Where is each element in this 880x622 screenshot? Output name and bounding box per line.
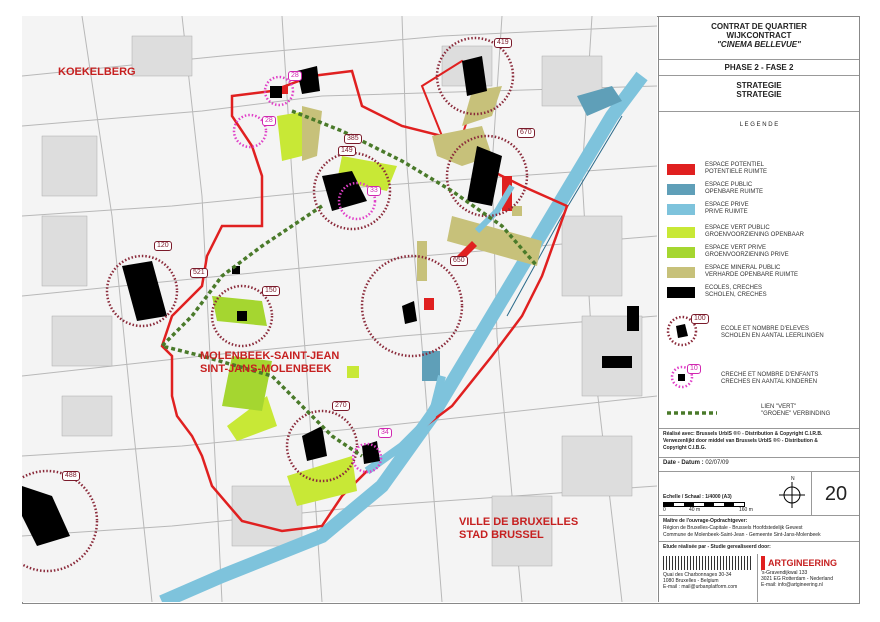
school-badge[interactable]: 488 bbox=[62, 471, 80, 481]
school-badge[interactable]: 521 bbox=[190, 268, 208, 278]
creche-badge[interactable]: 33 bbox=[367, 186, 381, 196]
firm-left-logo bbox=[663, 556, 753, 570]
label-koekelberg: KOEKELBERG bbox=[58, 66, 136, 78]
school-badge[interactable]: 385 bbox=[344, 134, 362, 144]
firm-right-name: ARTGINEERING bbox=[768, 558, 838, 568]
school-badge[interactable]: 270 bbox=[332, 401, 350, 411]
green-link-icon bbox=[667, 410, 717, 416]
credits: Réalisé avec: Brussels UrbIS ®© - Distribution & Copyright C.I.R.B. Verwezenlijkt door middel van Brussels UrbIS ®© - Distribution & Copyright C.I.B.G. bbox=[659, 428, 859, 458]
legend-item-green-private: ESPACE VERT PRIVE GROENVOORZIENING PRIVE bbox=[665, 245, 855, 265]
title-block bbox=[658, 16, 859, 602]
legend-item-public: ESPACE PUBLIC OPENBARE RUIMTE bbox=[665, 182, 855, 202]
school-badge[interactable]: 419 bbox=[494, 38, 512, 48]
legend-swatch bbox=[667, 164, 695, 175]
strategy-nl: STRATEGIE bbox=[736, 90, 782, 99]
creche-badge[interactable]: 28 bbox=[262, 116, 276, 126]
school-badge[interactable]: 120 bbox=[154, 241, 172, 251]
strategy-section bbox=[659, 76, 859, 112]
legend-item-green-link: LIEN "VERT" "GROENE" VERBINDING bbox=[665, 404, 855, 426]
date-row bbox=[659, 458, 859, 472]
legend-swatch bbox=[667, 247, 695, 258]
legend-item-green-public: ESPACE VERT PUBLIC GROENVOORZIENING OPENBAAR bbox=[665, 225, 855, 245]
title-fr: CONTRAT DE QUARTIER bbox=[711, 22, 807, 31]
legend-item-creche-ring: 10 CRECHE ET NOMBRE D'ENFANTS CRECHES EN AANTAL KINDEREN bbox=[665, 362, 855, 390]
firm-left: Quai des Charbonnages 30-34 1080 Bruxelles - Belgium E-mail : mail@urbanplatform.com bbox=[659, 554, 758, 602]
legend-swatch bbox=[667, 184, 695, 195]
school-badge[interactable]: 650 bbox=[450, 256, 468, 266]
creche-badge[interactable]: 28 bbox=[288, 71, 302, 81]
strategy-fr: STRATEGIE bbox=[736, 81, 782, 90]
phase: PHASE 2 - FASE 2 bbox=[659, 60, 859, 76]
north-label: N bbox=[791, 476, 795, 482]
creche-badge[interactable]: 34 bbox=[378, 428, 392, 438]
public-spaces bbox=[422, 351, 440, 381]
sheet-number: 20 bbox=[811, 472, 860, 516]
title-section bbox=[659, 16, 859, 60]
label-bruxelles-fr: VILLE DE BRUXELLES bbox=[459, 516, 579, 528]
legend-school-badge: 100 bbox=[691, 314, 709, 324]
legend-swatch bbox=[667, 287, 695, 298]
north-arrow-icon bbox=[777, 480, 807, 510]
scale-row: Echelle / Schaal : 1/4000 (A3) 0 40 m 160 m N 20 bbox=[659, 472, 859, 516]
date-label: Date - Datum : bbox=[663, 460, 704, 466]
firm-right-logo-mark bbox=[761, 556, 765, 570]
legend-swatch bbox=[667, 227, 695, 238]
school-badge[interactable]: 150 bbox=[262, 286, 280, 296]
scale-bar bbox=[663, 502, 745, 507]
legend-item-mineral: ESPACE MINERAL PUBLIC VERHARDE OPENBARE RUIMTE bbox=[665, 265, 855, 285]
legend-title: L E G E N D E bbox=[739, 122, 779, 128]
title-name: "CINEMA BELLEVUE" bbox=[717, 40, 801, 49]
school-badge[interactable]: 670 bbox=[517, 128, 535, 138]
label-bruxelles-nl: STAD BRUSSEL bbox=[459, 529, 544, 541]
legend-item-schools: ECOLES, CRECHES SCHOLEN, CRECHES bbox=[665, 285, 855, 305]
map-area[interactable] bbox=[22, 16, 657, 602]
study-label: Etude réalisée par - Studie gerealiseerd door: bbox=[663, 544, 771, 550]
legend-item-potential: ESPACE POTENTIEL POTENTIELE RUIMTE bbox=[665, 162, 855, 182]
map-svg bbox=[22, 16, 657, 602]
legend-swatch bbox=[667, 204, 695, 215]
date-value: 02/07/09 bbox=[705, 460, 729, 466]
legend-item-school-ring: 100 ECOLE ET NOMBRE D'ELEVES SCHOLEN EN AANTAL LEERLINGEN bbox=[665, 314, 855, 348]
legend-creche-badge: 10 bbox=[687, 364, 701, 374]
school-badge[interactable]: 149 bbox=[338, 146, 356, 156]
legend-item-private: ESPACE PRIVE PRIVE RUIMTE bbox=[665, 202, 855, 222]
legend-swatch bbox=[667, 267, 695, 278]
label-molenbeek-nl: SINT-JANS-MOLENBEEK bbox=[200, 363, 332, 375]
label-molenbeek-fr: MOLENBEEK-SAINT-JEAN bbox=[200, 350, 340, 362]
scale-label: Echelle / Schaal : 1/4000 (A3) bbox=[663, 494, 732, 500]
title-nl: WIJKCONTRACT bbox=[726, 31, 792, 40]
owner-section: Maître de l'ouvrage-Opdrachtgever: Région de Bruxelles-Capitale - Brussels Hoofdstedelijk Gewest Commune de Molenbeek-Saint-Jean - Gemeente Sint-Jans-Molenbeek bbox=[659, 516, 859, 542]
firm-right: ARTGINEERING 's-Gravendijkwal 133 3021 EG Rotterdam - Nederland E-mail: info@artgineering.nl bbox=[761, 558, 838, 588]
